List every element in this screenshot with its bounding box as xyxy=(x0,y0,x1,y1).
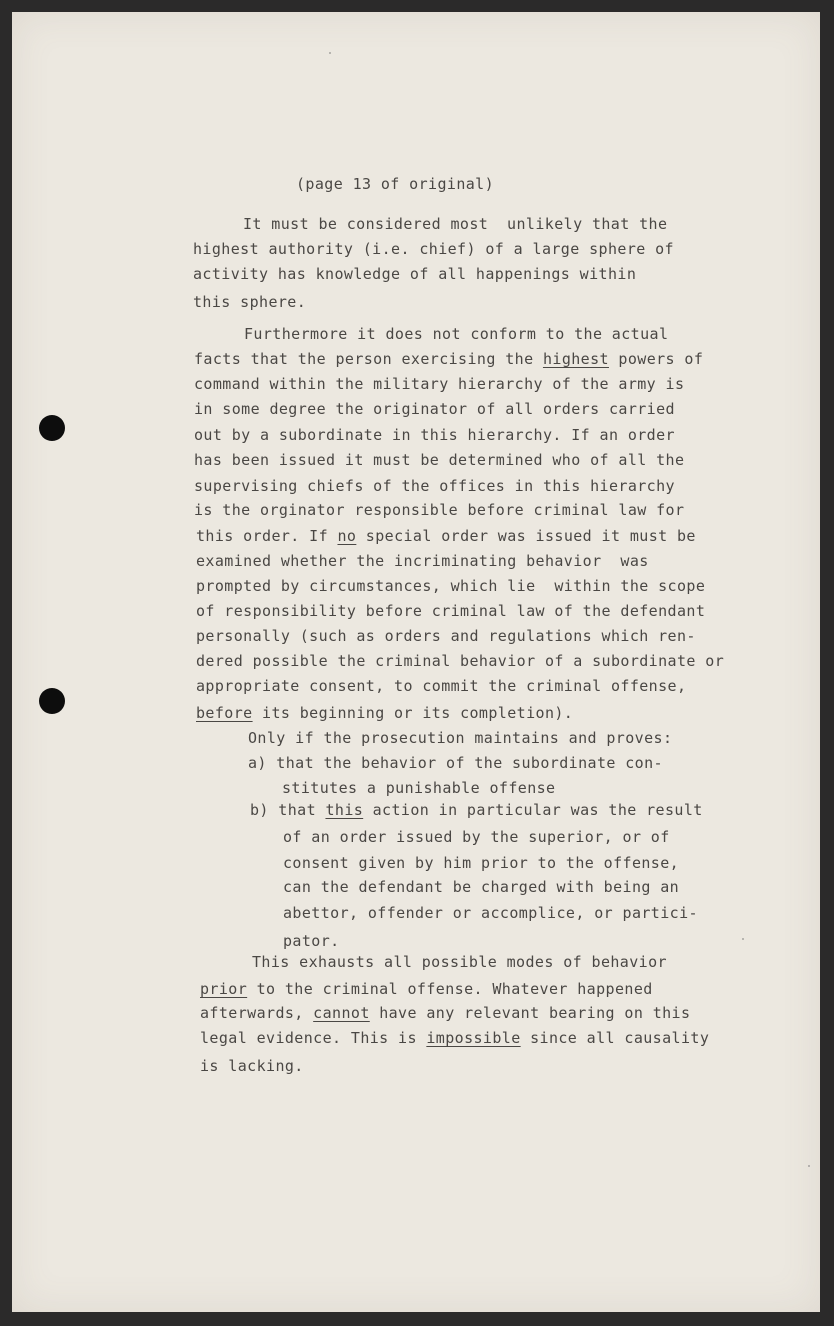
paragraph1-line: highest authority (i.e. chief) of a large sphere of xyxy=(193,240,674,258)
paragraph2-line: has been issued it must be determined who of all the xyxy=(194,451,685,469)
paragraph1-line: It must be considered most unlikely that the xyxy=(243,215,668,233)
paragraph2-line: before its beginning or its completion). xyxy=(196,704,574,722)
paragraph1-line: this sphere. xyxy=(193,293,307,311)
underlined-word: before xyxy=(196,704,253,722)
paragraph2-line: supervising chiefs of the offices in this hierarchy xyxy=(194,477,675,495)
page-header: (page 13 of original) xyxy=(296,175,495,193)
paragraph3-line: prior to the criminal offense. Whatever happened xyxy=(200,980,653,998)
paragraph3-line: This exhausts all possible modes of behavior xyxy=(252,953,667,971)
paragraph3-line: legal evidence. This is impossible since all causality xyxy=(200,1029,710,1047)
condition-a-line: stitutes a punishable offense xyxy=(282,779,556,797)
condition-b-line: consent given by him prior to the offense, xyxy=(283,854,680,872)
paragraph2-line: command within the military hierarchy of the army is xyxy=(194,375,685,393)
conditions-intro: Only if the prosecution maintains and proves: xyxy=(248,729,673,747)
paragraph2-line: prompted by circumstances, which lie within the scope xyxy=(196,577,706,595)
paragraph3-line: is lacking. xyxy=(200,1057,304,1075)
underlined-word: impossible xyxy=(426,1029,521,1047)
paragraph2-line: Furthermore it does not conform to the actual xyxy=(244,325,669,343)
underlined-word: cannot xyxy=(313,1004,370,1022)
paragraph2-line: out by a subordinate in this hierarchy. If an order xyxy=(194,426,675,444)
paragraph1-line: activity has knowledge of all happenings within xyxy=(193,265,637,283)
paragraph2-line: personally (such as orders and regulations which ren- xyxy=(196,627,696,645)
paragraph2-line: this order. If no special order was issued it must be xyxy=(196,527,696,545)
condition-b-line: of an order issued by the superior, or of xyxy=(283,828,670,846)
underlined-word: no xyxy=(337,527,357,545)
paragraph2-line: facts that the person exercising the highest powers of xyxy=(194,350,704,368)
condition-b-line: b) that this action in particular was the result xyxy=(250,801,703,819)
paragraph2-line: in some degree the originator of all orders carried xyxy=(194,400,675,418)
condition-a-line: a) that the behavior of the subordinate con- xyxy=(248,754,663,772)
paragraph2-line: dered possible the criminal behavior of a subordinate or xyxy=(196,652,725,670)
underlined-word: prior xyxy=(200,980,248,998)
paragraph2-line: appropriate consent, to commit the criminal offense, xyxy=(196,677,687,695)
paragraph3-line: afterwards, cannot have any relevant bearing on this xyxy=(200,1004,691,1022)
underlined-word: this xyxy=(325,801,364,819)
paragraph2-line: is the orginator responsible before criminal law for xyxy=(194,501,685,519)
condition-b-line: can the defendant be charged with being an xyxy=(283,878,680,896)
paragraph2-line: of responsibility before criminal law of the defendant xyxy=(196,602,706,620)
underlined-word: highest xyxy=(542,350,609,368)
condition-b-line: abettor, offender or accomplice, or partici- xyxy=(283,904,698,922)
condition-b-line: pator. xyxy=(283,932,340,950)
paragraph2-line: examined whether the incriminating behavior was xyxy=(196,552,649,570)
